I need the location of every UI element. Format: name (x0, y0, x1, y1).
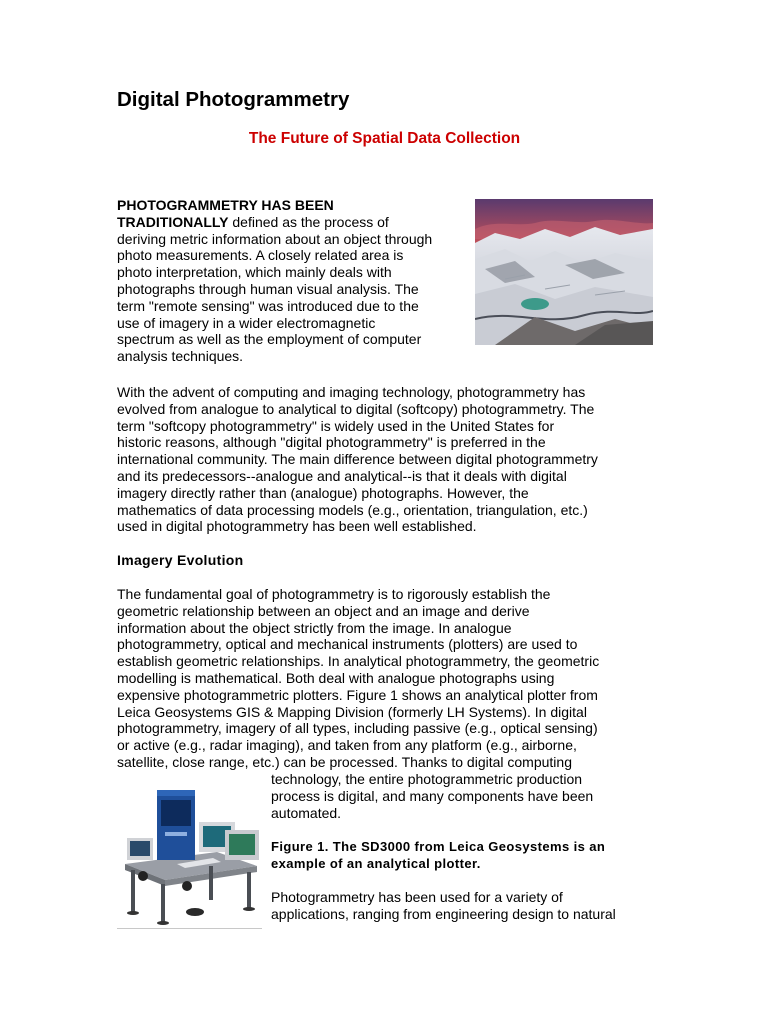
paragraph-line: term "softcopy photogrammetry" is widely used in the United States for (117, 417, 555, 434)
paragraph-line: With the advent of computing and imaging technology, photogrammetry has (117, 384, 586, 400)
paragraph-line: geometric relationship between an object and an image and derive (117, 602, 530, 619)
intro-line: term "remote sensing" was introduced due to the (117, 297, 419, 314)
page-subtitle: The Future of Spatial Data Collection (248, 130, 521, 147)
paragraph-line: Photogrammetry has been used for a variety of (271, 889, 563, 905)
analytical-plotter-photo (117, 786, 262, 929)
paragraph-line: applications, ranging from engineering design to natural (271, 905, 616, 922)
paragraph-line: technology, the entire photogrammetric production (271, 771, 583, 787)
intro-line: defined as the process of (228, 213, 389, 230)
intro-line: photo measurements. A closely related area is (117, 247, 404, 264)
paragraph-line: and its predecessors--analogue and analytical--is that it deals with digital (117, 467, 567, 484)
paragraph-line: The fundamental goal of photogrammetry is to rigorously establish the (117, 586, 551, 602)
paragraph-line: modelling is mathematical. Both deal with analogue photographs using (117, 669, 555, 686)
paragraph-line: evolved from analogue to analytical to digital (softcopy) photogrammetry. The (117, 400, 595, 417)
paragraph-applications (271, 889, 657, 923)
figure-caption-line: example of an analytical plotter. (271, 856, 481, 871)
paragraph-evolution (117, 384, 657, 535)
paragraph-line: international community. The main difference between digital photogrammetry (117, 451, 598, 468)
paragraph-line: historic reasons, although "digital photogrammetry" is preferred in the (117, 434, 546, 451)
paragraph-line: used in digital photogrammetry has been well established. (117, 518, 477, 535)
intro-line: deriving metric information about an object through (117, 230, 433, 247)
intro-paragraph (117, 197, 467, 365)
figure-caption-line: Figure 1. The SD3000 from Leica Geosystems is an (271, 839, 606, 854)
paragraph-line: information about the object strictly from the image. In analogue (117, 619, 512, 636)
intro-line: photographs through human visual analysis. The (117, 280, 419, 297)
paragraph-line: photogrammetry, optical and mechanical instruments (plotters) are used to (117, 636, 578, 653)
page-title: Digital Photogrammetry (117, 88, 350, 111)
paragraph-line: satellite, close range, etc.) can be processed. Thanks to digital computing (117, 753, 572, 770)
intro-line: use of imagery in a wider electromagnetic (117, 314, 376, 331)
section-heading: Imagery Evolution (117, 552, 244, 568)
paragraph-line: automated. (271, 804, 342, 821)
paragraph-line: expensive photogrammetric plotters. Figure 1 shows an analytical plotter from (117, 686, 598, 703)
intro-line: photo interpretation, which mainly deals with (117, 264, 392, 281)
paragraph-line: process is digital, and many components have been (271, 787, 594, 804)
paragraph-line: or active (e.g., radar imaging), and taken from any platform (e.g., airborne, (117, 737, 577, 754)
snowy-terrain-photo (475, 199, 653, 345)
intro-lead-2: TRADITIONALLY (117, 213, 229, 230)
paragraph-line: photogrammetry, imagery of all types, including passive (e.g., optical sensing) (117, 720, 598, 737)
paragraph-line: imagery directly rather than (analogue) photographs. However, the (117, 484, 529, 501)
paragraph-line: mathematics of data processing models (e.g., orientation, triangulation, etc.) (117, 501, 588, 518)
paragraph-line: establish geometric relationships. In analytical photogrammetry, the geometric (117, 653, 600, 670)
paragraph-line: Leica Geosystems GIS & Mapping Division (formerly LH Systems). In digital (117, 703, 587, 720)
paragraph-imagery (117, 586, 657, 771)
intro-line: analysis techniques. (117, 348, 244, 365)
intro-line: spectrum as well as the employment of computer (117, 331, 422, 348)
paragraph-imagery-continued (271, 771, 657, 821)
intro-lead-1: PHOTOGRAMMETRY HAS BEEN (117, 197, 334, 213)
figure-caption (271, 838, 657, 872)
